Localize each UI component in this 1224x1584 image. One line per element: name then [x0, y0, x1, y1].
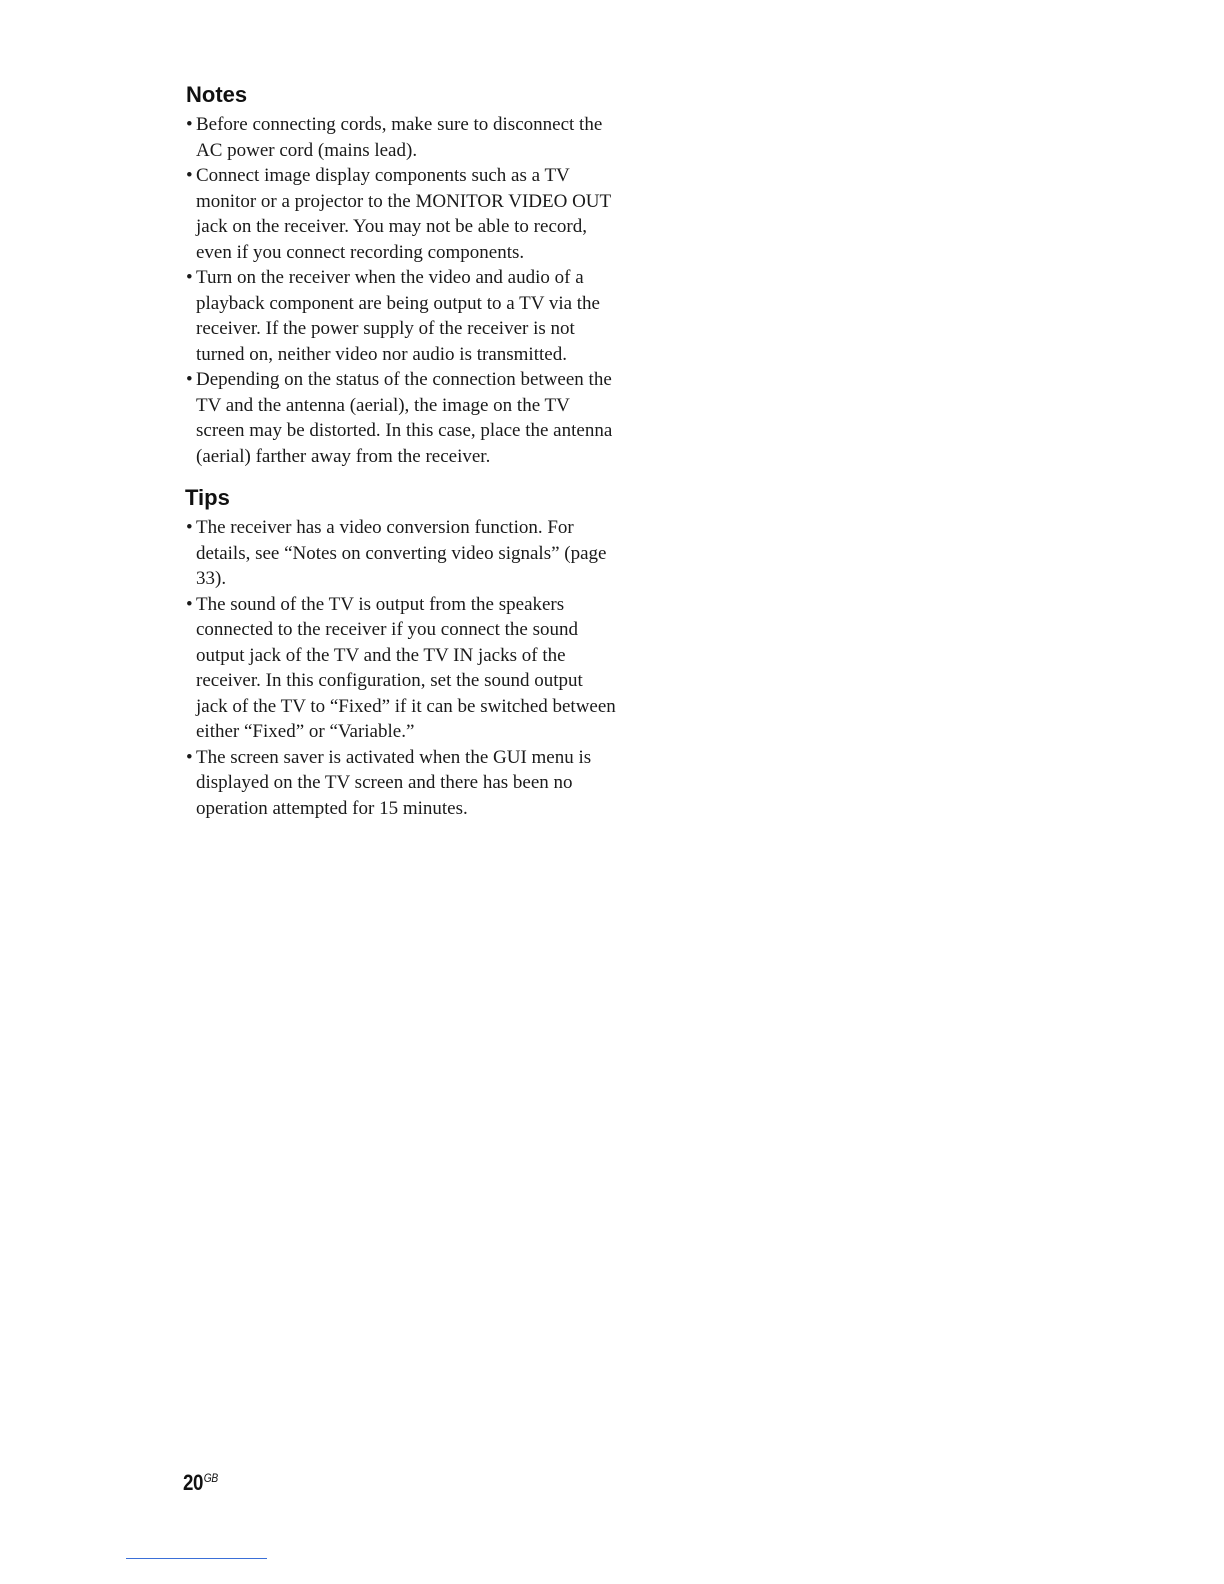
notes-list	[186, 112, 616, 469]
notes-item-text: Turn on the receiver when the video and audio of a playback component are being output to a TV via the receiver. If the power supply of the receiver is not turned on, neither video nor audio is transmitted.	[196, 267, 600, 365]
bullet-glyph: •	[186, 114, 193, 135]
notes-item-text: Connect image display components such as a TV monitor or a projector to the MONITOR VIDEO OUT jack on the receiver. You may not be able to record, even if you connect recording components.	[196, 165, 611, 263]
tips-list	[186, 515, 616, 821]
page-number	[183, 1470, 218, 1496]
tips-item-text: The sound of the TV is output from the speakers connected to the receiver if you connect the sound output jack of the TV and the TV IN jacks of the receiver. In this configuration, set the sound output jack of the TV to “Fixed” if it can be switched between either “Fixed” or “Variable.”	[196, 593, 616, 742]
tips-item-text: The screen saver is activated when the GUI menu is displayed on the TV screen and there has been no operation attempted for 15 minutes.	[196, 746, 592, 819]
page-number-value: 20	[183, 1470, 203, 1495]
tips-item	[186, 745, 616, 822]
bullet-glyph: •	[186, 746, 193, 768]
tips-heading: Tips	[185, 485, 230, 510]
tips-item-text: The receiver has a video conversion function. For details, see “Notes on converting video signals” (page 33).	[196, 517, 607, 589]
notes-item-text: Before connecting cords, make sure to disconnect the AC power cord (mains lead).	[196, 114, 603, 161]
bullet-glyph: •	[186, 165, 193, 186]
bullet-glyph: •	[186, 369, 193, 390]
notes-item-text: Depending on the status of the connection between the TV and the antenna (aerial), the image on the TV screen may be distorted. In this case, place the antenna (aerial) farther away from the receiver.	[196, 369, 613, 467]
notes-heading: Notes	[186, 82, 248, 107]
main-column	[186, 80, 616, 821]
notes-item	[186, 265, 616, 367]
notes-item	[186, 112, 616, 163]
page-number-suffix: GB	[203, 1470, 218, 1485]
tips-item	[186, 592, 616, 745]
bullet-glyph: •	[186, 267, 193, 288]
notes-item	[186, 163, 616, 265]
footer-rule	[126, 1558, 267, 1559]
notes-item	[186, 367, 616, 469]
tips-item	[186, 515, 616, 592]
bullet-glyph: •	[186, 517, 193, 538]
bullet-glyph: •	[186, 593, 193, 615]
